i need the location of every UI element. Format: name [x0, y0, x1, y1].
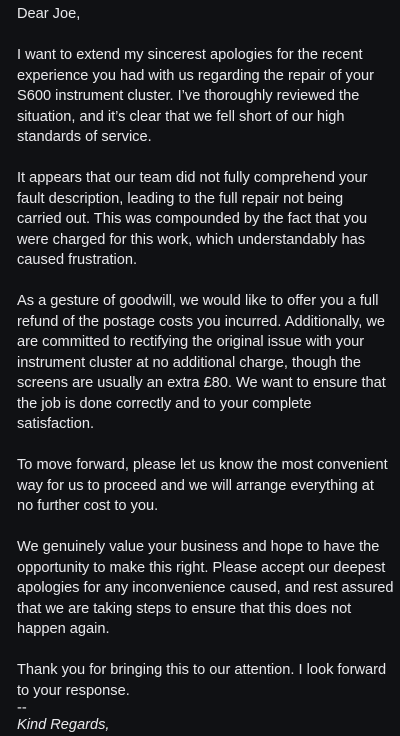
- email-line: refund of the postage costs you incurred. Additionally, we: [17, 313, 386, 330]
- email-line: happen again.: [17, 621, 110, 637]
- email-closing: [17, 660, 386, 701]
- email-line: It appears that our team did not fully comprehend your: [17, 170, 368, 186]
- email-line: the job is done correctly and to your complete: [17, 395, 312, 412]
- email-line: fault description, leading to the full repair not being: [17, 190, 344, 207]
- email-line: I want to extend my sincerest apologies for the recent: [17, 47, 363, 63]
- email-sign-off: Kind Regards,: [17, 717, 110, 733]
- email-line: way for us to proceed and we will arrange everything at: [17, 477, 374, 494]
- email-line: caused frustration.: [17, 252, 138, 268]
- email-greeting: Dear Joe,: [17, 6, 81, 22]
- email-line: that we are taking steps to ensure that this does not: [17, 600, 352, 617]
- email-line: Thank you for bringing this to our attention. I look forward: [17, 662, 387, 678]
- email-paragraph: [17, 291, 386, 435]
- email-line: were charged for this work, which understandably has: [17, 231, 365, 248]
- email-line: carried out. This was compounded by the fact that you: [17, 211, 368, 227]
- email-line: To move forward, please let us know the most convenient: [17, 457, 388, 473]
- email-line: situation, and it’s clear that we fell short of our high: [17, 108, 345, 125]
- email-line: to your response.: [17, 682, 130, 699]
- email-line: are committed to rectifying the original issue with your: [17, 334, 365, 350]
- email-line: experience you had with us regarding the repair of your: [17, 67, 374, 84]
- email-line: screens are usually an extra £80. We want to ensure that: [17, 375, 386, 391]
- email-line: standards of service.: [17, 129, 152, 145]
- email-line: instrument cluster at no additional charge, though the: [17, 354, 361, 371]
- email-line: satisfaction.: [17, 416, 95, 432]
- email-paragraph: [17, 45, 386, 148]
- email-line: As a gesture of goodwill, we would like to offer you a full: [17, 293, 379, 309]
- email-line: S600 instrument cluster. I’ve thoroughly reviewed the: [17, 88, 360, 104]
- signature-separator: --: [17, 700, 27, 716]
- email-line: opportunity to make this right. Please accept our deepest: [17, 559, 386, 576]
- email-paragraph: [17, 168, 386, 271]
- email-line: apologies for any inconvenience caused, and rest assured: [17, 580, 394, 596]
- email-paragraph: [17, 537, 394, 640]
- email-line: no further cost to you.: [17, 498, 159, 514]
- email-paragraph: [17, 455, 386, 517]
- email-line: We genuinely value your business and hope to have the: [17, 539, 380, 555]
